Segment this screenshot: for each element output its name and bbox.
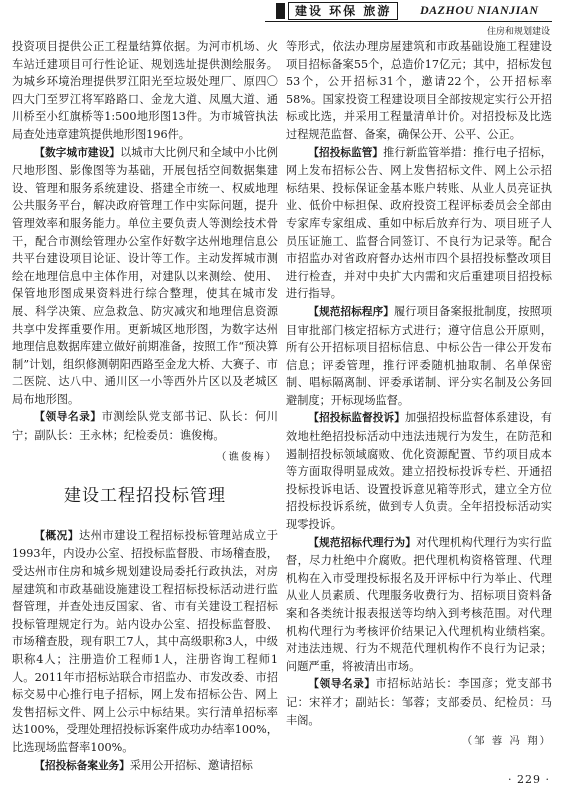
supervision-paragraph: [286, 144, 552, 303]
filing-continued: 等形式，依法办理房屋建筑和市政基础设施工程建设项目招标备案55个，总造价17亿元；其中，招标发包53个，公开招标31个，邀请22个，公开招标率58%。国家投资工程建设项目全部按规定实行公开招标或比选，并采用工程量清单计价。对招投标及比选过程规范监督、备案，确保公开、公平、公正。: [286, 40, 552, 141]
supervision-text: 推行新监管举措：推行电子招标，网上发布招标公告、网上发售招标文件、网上公示招标结果、投标保证金基本账户转账、从业人员亮证执业、低价中标担保、政府投资工程评标委员会全部由专家库专家组成、重如中标后放弃行为、项目班子人员压证施工、监督合同签订、不良行为记录等。配合市招监办对省政府督办达州市四个县招投标整改项目进行检查，并对中央扩大内需和灾后重建项目招投标进行指导。: [286, 145, 552, 301]
intro-paragraph: 投资项目提供公正工程量结算依据。为河市机场、火车站迁建项目可行性论证、规划选址提供测绘服务。为城乡环境治理提供罗江阳光至垃圾处理厂、原四〇四大门至罗江将军路路口、金龙大道、凤凰大道、通川桥至小红旗桥等1:500地形图13件。为市城管执法局查处违章建筑提供地形图196件。: [12, 40, 278, 141]
header-section-label: 建设 环保 旅游: [288, 2, 398, 20]
article-title: 建设工程招投标管理: [64, 486, 226, 507]
left-column: [12, 38, 278, 775]
filing-tag: 【招投标备案业务】: [34, 759, 130, 772]
smart-city-text: 以城市大比例尺和全域中小比例尺地形图、影像图等为基础，开展包括空间数据集建设、管理和服务系统建设、搭建全市统一、权威地理公共服务平台，解决政府管理工作中实际问题，提升管理效率和服务能力。单位主要负责人等测绘技术骨干，配合市测绘管理办公室作好数字达州地理信息公共平台建设项目论证、设计等工作。主动发挥城市测绘在地理信息中主体作用，对建队以来测绘、使用、保管地形图成果资料进行综合整理，使其在城市发展、科学决策、应急救急、防灾减灾和地理信息资源共享中发挥重要作用。更新城区地形图，为数字达州地理信息数据库建立做好前期准备，按照工作“预决算制”计划，组织修测朝阳西路至金龙大桥、大赛子、市二医院、达八中、通川区一小等西外片区以及老城区局布地形图。: [12, 145, 278, 406]
leaders-tag-1: 【领导名录】: [34, 411, 102, 424]
procedure-paragraph: [286, 303, 552, 410]
leaders-paragraph-1: [12, 408, 278, 444]
leaders-text-1: 市测绘队党支部书记、队长：何川宁；副队长：王永林；纪检委员：谯俊梅。: [12, 410, 278, 443]
overview-tag: 【概况】: [34, 529, 79, 542]
smart-city-tag: 【数字城市建设】: [34, 146, 120, 159]
overview-paragraph: [12, 527, 278, 757]
right-column: [286, 38, 552, 759]
overview-text: 达州市建设工程招标投标管理站成立于1993年，内设办公室、招投标监督股、市场稽查股，受达州市住房和城乡规划建设局委托行政执法，对房屋建筑和市政基础设施建设工程招标投标活动进行监督管理，并查处违反国家、省、市有关建设工程招标投标管理规定行为。站内设办公室、招投标监督股、市场稽查股，现有职工7人，其中高级职称3人，中级职称4人；注册造价工程师1人，注册咨询工程师1人。2011年市招标站联合市招监办、市发改委、市招标交易中心推行电子招标，网上发布招标公告、网上发售招标文件、网上公示中标结果。实行清单招标率达100%，受理处理招投标诉案件成功办结率100%，比选现场监督率100%。: [12, 528, 278, 754]
agency-text: 对代理机构代理行为实行监督，尽力杜绝中介腐败。把代理机构资格管理、代理机构在入市受理投标报名及开评标中行为举止、代理从业人员素质、代理服务收费行为、招标项目资料备案和各类统计报表报送等均纳入到考核范围。对代理机构代理行为考核评价结果记入代理机构业绩档案。对违法违规、行为不规范代理机构作不良行为记录；问题严重，将被清出市场。: [286, 535, 552, 673]
procedure-text: 履行项目备案报批制度，按照项目审批部门核定招标方式进行；遵守信息公开原则，所有公开招标项目招标信息、中标公告一律公开发布信息；评委管理，推行评委随机抽取制、名单保密制、唱标隔离制、评委承诺制、评分实名制及公务回避制度；开标现场监督。: [286, 304, 552, 407]
agency-tag: 【规范招标代理行为】: [308, 536, 416, 549]
header-rule: [265, 21, 552, 22]
author-credit-1: （谯俊梅）: [216, 450, 278, 463]
complaints-tag: 【招投标监督投诉】: [308, 412, 405, 425]
filing-paragraph: [12, 757, 278, 776]
procedure-tag: 【规范招标程序】: [308, 305, 394, 318]
leaders-text-2: 市招标站站长：李国彦；党支部书记：宋祥才；副站长：邹蓉；支部委员、纪检员：马丰阁。: [286, 677, 552, 727]
journal-title-en: DAZHOU NIANJIAN: [420, 3, 539, 17]
smart-city-paragraph: [12, 144, 278, 409]
subsection-title: 住房和规划建设: [486, 27, 550, 37]
leaders-tag-2: 【领导名录】: [308, 678, 376, 691]
header-block-mark: [276, 3, 285, 19]
running-header-section: [276, 2, 398, 20]
leaders-paragraph-2: [286, 675, 552, 729]
complaints-paragraph: [286, 409, 552, 533]
agency-paragraph: [286, 534, 552, 676]
page-number: · 229 ·: [508, 773, 550, 786]
filing-text: 采用公开招标、邀请招标: [129, 758, 253, 772]
complaints-text: 加强招投标监督体系建设，有效地杜绝招投标活动中违法违规行为发生，在防范和遏制招投标领域腐败、优化资源配置、节约项目成本等方面取得明显成效。建立招投标投诉专栏、开通招投标投诉电话、设置投诉意见箱等形式，建立全方位招投标投诉系统，做到专人负责。全年招投标活动实现零投诉。: [286, 411, 552, 532]
supervision-tag: 【招投标监管】: [308, 146, 384, 159]
author-credit-2: （邹 蓉 冯 翔）: [461, 735, 552, 748]
